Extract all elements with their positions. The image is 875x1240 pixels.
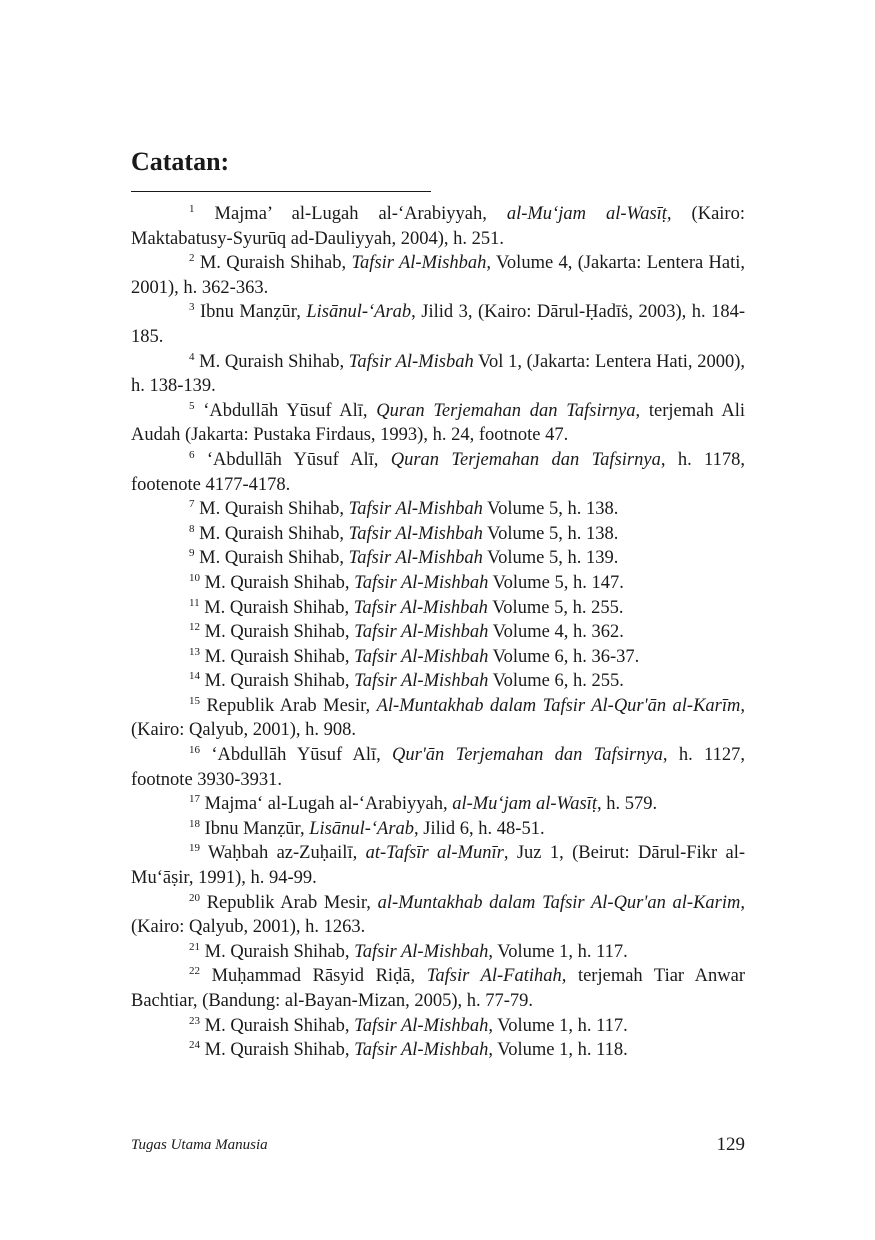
- footnote-text: M. Quraish Shihab,: [199, 548, 349, 569]
- footnote-text: , Jilid 3, (Kairo: Dārul-Ḥadīṡ, 2003), h. 184-185.: [131, 302, 746, 347]
- footnote-text: M. Quraish Shihab,: [204, 597, 354, 618]
- footnote: [131, 350, 745, 399]
- page-heading: Catatan:: [131, 147, 230, 176]
- footnote-title-italic: Quran Terjemahan dan Tafsirnya: [376, 400, 636, 421]
- footnote-number: 23: [189, 1014, 200, 1027]
- footnote-separator-rule: [131, 191, 431, 192]
- footnote: [131, 792, 745, 817]
- footnote-number: 11: [189, 596, 200, 609]
- footnote-title-italic: al-Mu‘jam al-Wasīṭ,: [506, 204, 672, 224]
- footnote-text: Majma’ al-Lugah al-‘Arabiyyah,: [214, 204, 507, 224]
- footnote: [131, 497, 745, 522]
- footnote-text: , Volume 1, h. 117.: [488, 1015, 628, 1036]
- footnote-text: Republik Arab Mesir,: [206, 892, 378, 913]
- footnote-number: 17: [189, 793, 200, 806]
- footnote-text: M. Quraish Shihab,: [204, 622, 355, 643]
- footnote-title-italic: Quran Terjemahan dan Tafsirnya: [390, 449, 661, 470]
- footnote-number: 24: [189, 1039, 200, 1052]
- footnote-text: Ibnu Manẓūr,: [204, 818, 310, 839]
- footnote-text: Volume 5, h. 147.: [488, 572, 624, 593]
- footnote: [131, 817, 745, 842]
- footnote-number: 18: [189, 817, 200, 830]
- footnote-text: Ibnu Manẓūr,: [200, 302, 307, 323]
- footnote-title-italic: Tafsir Al-Mishbah: [348, 523, 483, 544]
- footnote-text: Volume 6, h. 255.: [488, 671, 624, 692]
- footnote-number: 1: [189, 203, 195, 215]
- footnote: [131, 596, 745, 621]
- footnote-text: (Kairo: Qalyub, 2001), h. 1263.: [131, 917, 366, 938]
- footnote-text: Volume 5, h. 138.: [482, 523, 619, 544]
- footnote-number: 13: [189, 645, 200, 658]
- footnote-title-italic: Qur'ān Terjemahan dan Tafsirnya: [392, 745, 663, 766]
- footnote-title-italic: Tafsir Al-Mishbah: [348, 499, 483, 520]
- footnote-text: M. Quraish Shihab,: [204, 941, 355, 962]
- footnote-number: 21: [189, 940, 200, 953]
- footnote: [131, 300, 745, 349]
- footnote-text: M. Quraish Shihab,: [199, 253, 352, 274]
- footnote-title-italic: al-Muntakhab dalam Tafsir Al-Qur'an al-Karim,: [377, 892, 746, 913]
- footnote: [131, 448, 745, 497]
- footnote-text: , h. 1178, footenote 4177-4178.: [131, 449, 745, 495]
- footnote-text: M. Quraish Shihab,: [204, 1015, 355, 1036]
- footnote-title-italic: Al-Muntakhab dalam Tafsir Al-Qur'ān al-Karīm,: [376, 695, 745, 716]
- footnote-text: Volume 5, h. 255.: [487, 597, 624, 618]
- footnote-title-italic: Tafsir Al-Mishbah: [354, 941, 489, 962]
- page-number: 129: [716, 1134, 745, 1155]
- footnote: [131, 251, 745, 300]
- footnote-title-italic: Tafsir Al-Misbah: [348, 351, 474, 372]
- footnote-number: 4: [189, 350, 195, 363]
- footnote-text: Volume 5, h. 138.: [482, 499, 619, 520]
- footnote-text: , Juz 1, (Beirut: Dārul-Fikr al-Mu‘āṣir, 1991), h. 94-99.: [131, 843, 746, 889]
- footnote-text: M. Quraish Shihab,: [199, 499, 349, 520]
- footnote-number: 2: [189, 252, 195, 265]
- footnote-text: , h. 1127, footnote 3930-3931.: [131, 745, 745, 790]
- footnote: [131, 669, 745, 694]
- footnote-title-italic: Tafsir Al-Mishbah: [348, 548, 483, 569]
- footnote-title-italic: Tafsir Al-Mishbah: [354, 1040, 489, 1061]
- footnote: [131, 841, 745, 890]
- footnote-number: 3: [189, 301, 195, 314]
- running-footer-title: Tugas Utama Manusia: [131, 1137, 268, 1153]
- footnote-text: ‘Abdullāh Yūsuf Alī,: [206, 449, 391, 470]
- footnote-number: 16: [189, 744, 200, 757]
- footnote: [131, 546, 745, 571]
- footnote: [131, 522, 745, 547]
- footnote-number: 20: [189, 891, 200, 904]
- footnote-text: Volume 5, h. 139.: [482, 548, 619, 569]
- footnote-number: 7: [189, 498, 195, 511]
- footnote: [131, 571, 745, 596]
- footnote-text: , Volume 1, h. 118.: [488, 1040, 628, 1061]
- footnote-title-italic: Tafsir Al-Fatihah: [426, 966, 562, 987]
- footnote: [131, 940, 745, 965]
- footnote: [131, 620, 745, 645]
- footnote: [131, 743, 745, 792]
- footnote-number: 12: [189, 621, 200, 634]
- footnote: [131, 202, 745, 251]
- footnote: [131, 964, 745, 1013]
- footnote-number: 19: [189, 842, 200, 855]
- footnote-text: (Kairo: Qalyub, 2001), h. 908.: [131, 720, 357, 741]
- footnote-text: M. Quraish Shihab,: [204, 572, 355, 593]
- footnote-text: M. Quraish Shihab,: [199, 523, 349, 544]
- footnote-title-italic: Tafsir Al-Mishbah: [354, 572, 489, 593]
- footnote-text: , Jilid 6, h. 48-51.: [414, 818, 545, 839]
- footnote-number: 6: [189, 448, 195, 461]
- footnote-text: M. Quraish Shihab,: [199, 351, 349, 372]
- footnote-title-italic: Tafsir Al-Mishbah: [354, 622, 489, 643]
- footnote-text: (Kairo: Maktabatusy-Syurūq ad-Dauliyyah, 2004), h. 251.: [131, 204, 745, 249]
- footnote-text: M. Quraish Shihab,: [204, 671, 355, 692]
- footnote-text: , terjemah Tiar Anwar Bachtiar, (Bandung: al-Bayan-Mizan, 2005), h. 77-79.: [131, 966, 746, 1011]
- footnote-text: Volume 6, h. 36-37.: [488, 646, 640, 667]
- footnote-title-italic: Tafsir Al-Mishbah: [354, 646, 489, 667]
- footnote: [131, 1014, 745, 1039]
- footnote-number: 5: [189, 399, 195, 412]
- footnote-text: Volume 4, (Jakarta: Lentera Hati, 2001), h. 362-363.: [131, 253, 745, 298]
- footnote-title-italic: Tafsir Al-Mishbah,: [351, 253, 491, 274]
- footnote-number: 14: [189, 670, 200, 683]
- footnote: [131, 694, 745, 743]
- footnote-title-italic: at-Tafsīr al-Munīr: [365, 843, 504, 864]
- footnote-text: ‘Abdullāh Yūsuf Alī,: [211, 745, 393, 766]
- footnote: [131, 645, 745, 670]
- footnote-text: ‘Abdullāh Yūsuf Alī,: [203, 400, 377, 421]
- footnote: [131, 891, 745, 940]
- footnote-text: Volume 4, h. 362.: [488, 622, 624, 643]
- footnote-text: Waḥbah az-Zuḥailī,: [208, 843, 366, 864]
- footnote: [131, 1038, 745, 1063]
- footnote-text: M. Quraish Shihab,: [204, 646, 355, 667]
- footnote-number: 10: [189, 571, 200, 584]
- footnote-number: 9: [189, 547, 195, 560]
- footnote-number: 15: [189, 694, 200, 707]
- footnote-text: Vol 1, (Jakarta: Lentera Hati, 2000), h. 138-139.: [131, 351, 745, 397]
- footnote-title-italic: Tafsir Al-Mishbah: [354, 1015, 489, 1036]
- footnote-text: Muḥammad Rāsyid Riḍā,: [211, 966, 427, 987]
- footnote-text: , terjemah Ali Audah (Jakarta: Pustaka Firdaus, 1993), h. 24, footnote 47.: [131, 400, 745, 446]
- footnote-text: Majma‘ al-Lugah al-‘Arabiyyah,: [204, 794, 453, 815]
- footnote-text: , Volume 1, h. 117.: [488, 941, 628, 962]
- footnote-text: Republik Arab Mesir,: [206, 695, 377, 716]
- footnote-number: 22: [189, 965, 200, 978]
- footnote-title-italic: al-Mu‘jam al-Wasīṭ: [452, 794, 597, 815]
- footnote-number: 8: [189, 522, 195, 535]
- footnote-text: M. Quraish Shihab,: [204, 1040, 355, 1061]
- footnote-title-italic: Tafsir Al-Mishbah: [353, 597, 488, 618]
- footnote-text: , h. 579.: [596, 794, 658, 815]
- footnote-title-italic: Lisānul-‘Arab: [306, 302, 412, 323]
- footnote-title-italic: Tafsir Al-Mishbah: [354, 671, 489, 692]
- footnote-list: [131, 202, 745, 1063]
- footnote: [131, 399, 745, 448]
- footnote-title-italic: Lisānul-‘Arab: [309, 818, 415, 839]
